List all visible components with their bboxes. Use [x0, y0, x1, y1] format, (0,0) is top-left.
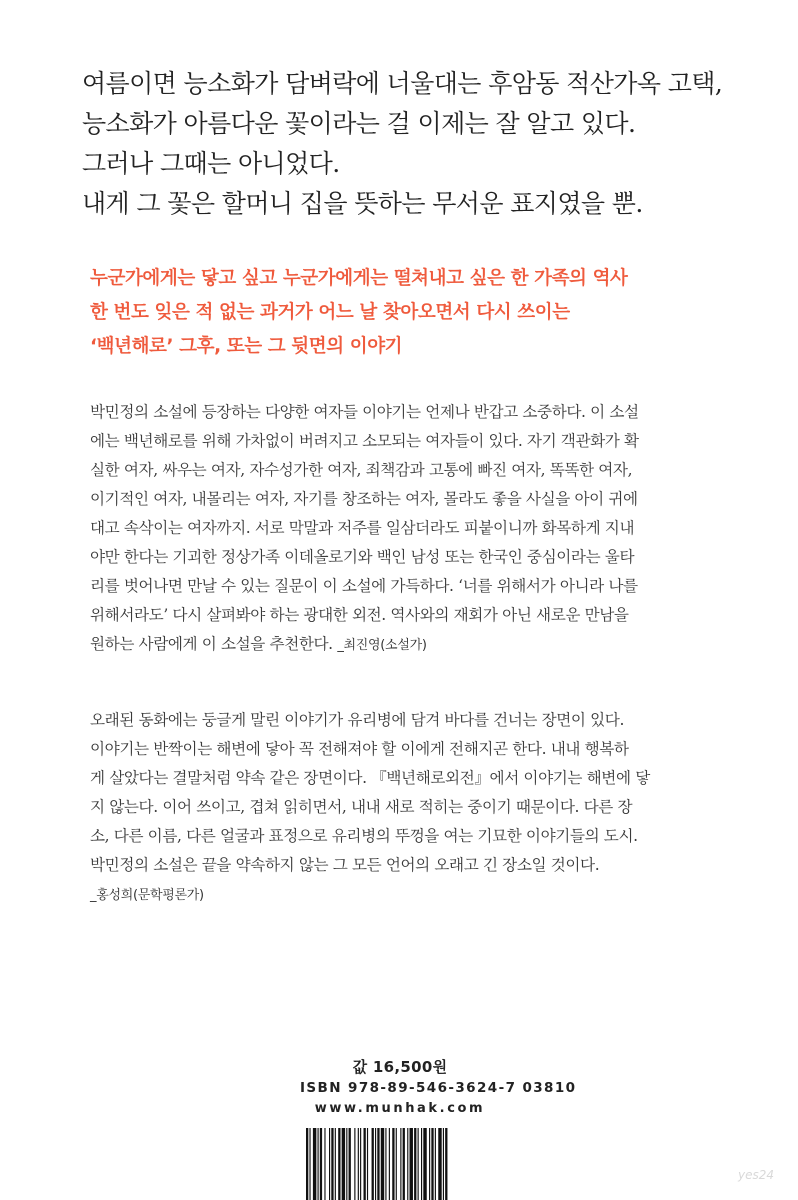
review-line: 원하는 사람에게 이 소설을 추천한다. [90, 635, 333, 653]
barcode-bar [429, 1128, 430, 1200]
review-author: _홍성희(문학평론가) [90, 888, 204, 903]
barcode-bar [423, 1128, 426, 1200]
tagline-line: ‘백년해로’ 그후, 또는 그 뒷면의 이야기 [90, 336, 403, 357]
barcode-bar [367, 1128, 368, 1200]
barcode-bar [306, 1128, 308, 1200]
barcode-bar [377, 1128, 379, 1200]
review-line: 이야기는 반짝이는 해변에 닿아 꼭 전해져야 할 이에게 전해지곤 한다. 내내 행복하 [90, 740, 629, 758]
review-line: 대고 속삭이는 여자까지. 서로 막말과 저주를 일삼더라도 피붙이니까 화목하게 지내 [90, 519, 635, 537]
review-line: 소, 다른 이름, 다른 얼굴과 표정으로 유리병의 뚜껑을 여는 기묘한 이야기들의 도시. [90, 827, 638, 845]
review-line: 야만 한다는 기괴한 정상가족 이데올로기와 백인 남성 또는 한국인 중심이라는 울타 [90, 548, 635, 566]
review-line: 실한 여자, 싸우는 여자, 자수성가한 여자, 죄책감과 고통에 빠진 여자, 똑똑한 여자, [90, 461, 633, 479]
barcode-bar [335, 1128, 336, 1200]
barcode-bar [364, 1128, 366, 1200]
tagline [90, 262, 730, 364]
barcode-bar [381, 1128, 384, 1200]
barcode-bar [407, 1128, 408, 1200]
barcode-bar [324, 1128, 325, 1200]
tagline-line: 한 번도 잊은 적 없는 과거가 어느 날 찾아오면서 다시 쓰이는 [90, 302, 570, 323]
isbn: ISBN 978-89-546-3624-7 03810 [300, 1080, 577, 1096]
barcode-bar [385, 1128, 386, 1200]
barcode-bar [414, 1128, 416, 1200]
barcode-bar [342, 1128, 345, 1200]
barcode-bar [320, 1128, 322, 1200]
intro-line: 그러나 그때는 아니었다. [82, 149, 340, 178]
review-hong-seonghui [90, 706, 730, 910]
review-line: 게 살았다는 결말처럼 약속 같은 장면이다. 『백년해로외전』에서 이야기는 해변에 닿 [90, 769, 650, 787]
review-line: 위해서라도’ 다시 살펴봐야 하는 광대한 외전. 역사와의 재회가 아닌 새로운 만남을 [90, 606, 629, 624]
intro-line: 여름이면 능소화가 담벼락에 너울대는 후암동 적산가옥 고택, [82, 69, 723, 98]
review-line: 리를 벗어나면 만날 수 있는 질문이 이 소설에 가득하다. ‘너를 위해서가 아니라 나를 [90, 577, 638, 595]
barcode-bar [410, 1128, 413, 1200]
review-line: 지 않는다. 이어 쓰이고, 겹쳐 읽히면서, 내내 새로 적히는 중이기 때문이다. 다른 장 [90, 798, 633, 816]
barcode-bar [431, 1128, 433, 1200]
barcode-bar [435, 1128, 436, 1200]
review-line: 이기적인 여자, 내몰리는 여자, 자기를 창조하는 여자, 몰라도 좋을 사실을 아이 귀에 [90, 490, 638, 508]
review-line: 오래된 동화에는 둥글게 말린 이야기가 유리병에 담겨 바다를 건너는 장면이 있다. [90, 711, 625, 729]
intro-passage [82, 64, 732, 224]
barcode-graphic [306, 1128, 492, 1200]
barcode-bar [375, 1128, 376, 1200]
review-line: 박민정의 소설은 끝을 약속하지 않는 그 모든 언어의 오래고 긴 장소일 것이다. [90, 856, 600, 874]
barcode-bar [313, 1128, 316, 1200]
barcode-bar [329, 1128, 330, 1200]
intro-line: 내게 그 꽃은 할머니 집을 뜻하는 무서운 표지였을 뿐. [82, 189, 643, 218]
barcode-bar [443, 1128, 444, 1200]
website: www.munhak.com [314, 1101, 486, 1116]
barcode-bar [396, 1128, 397, 1200]
barcode-bar [389, 1128, 390, 1200]
barcode-bar [403, 1128, 405, 1200]
barcode-bar [358, 1128, 359, 1200]
price: 값 16,500원 [352, 1058, 448, 1076]
review-last-line [90, 630, 730, 660]
barcode-bar [346, 1128, 347, 1200]
review-choi-jinyoung [90, 398, 730, 660]
barcode-bar [438, 1128, 441, 1200]
review-line: 박민정의 소설에 등장하는 다양한 여자들 이야기는 언제나 반갑고 소중하다. 이 소설 [90, 403, 639, 421]
barcode-bar [400, 1128, 401, 1200]
barcode-bar [354, 1128, 355, 1200]
barcode-bar [318, 1128, 319, 1200]
watermark: yes24 [738, 1168, 775, 1182]
tagline-line: 누군가에게는 닿고 싶고 누군가에게는 떨쳐내고 싶은 한 가족의 역사 [90, 268, 628, 289]
barcode-bar [349, 1128, 351, 1200]
barcode-bar [309, 1128, 310, 1200]
barcode-bar [445, 1128, 447, 1200]
barcode-bar [421, 1128, 422, 1200]
barcode-bar [331, 1128, 333, 1200]
intro-line: 능소화가 아름다운 꽃이라는 걸 이제는 잘 알고 있다. [82, 109, 636, 138]
review-author-line [90, 880, 730, 910]
barcode-bar [338, 1128, 340, 1200]
review-author: _최진영(소설가) [337, 638, 427, 653]
barcode-bar [392, 1128, 394, 1200]
review-line: 에는 백년해로를 위해 가차없이 버려지고 소모되는 여자들이 있다. 자기 객관화가 확 [90, 432, 639, 450]
price-isbn-block [300, 1056, 577, 1119]
barcode-bar [418, 1128, 419, 1200]
barcode-bar [372, 1128, 374, 1200]
barcode-bar [360, 1128, 361, 1200]
